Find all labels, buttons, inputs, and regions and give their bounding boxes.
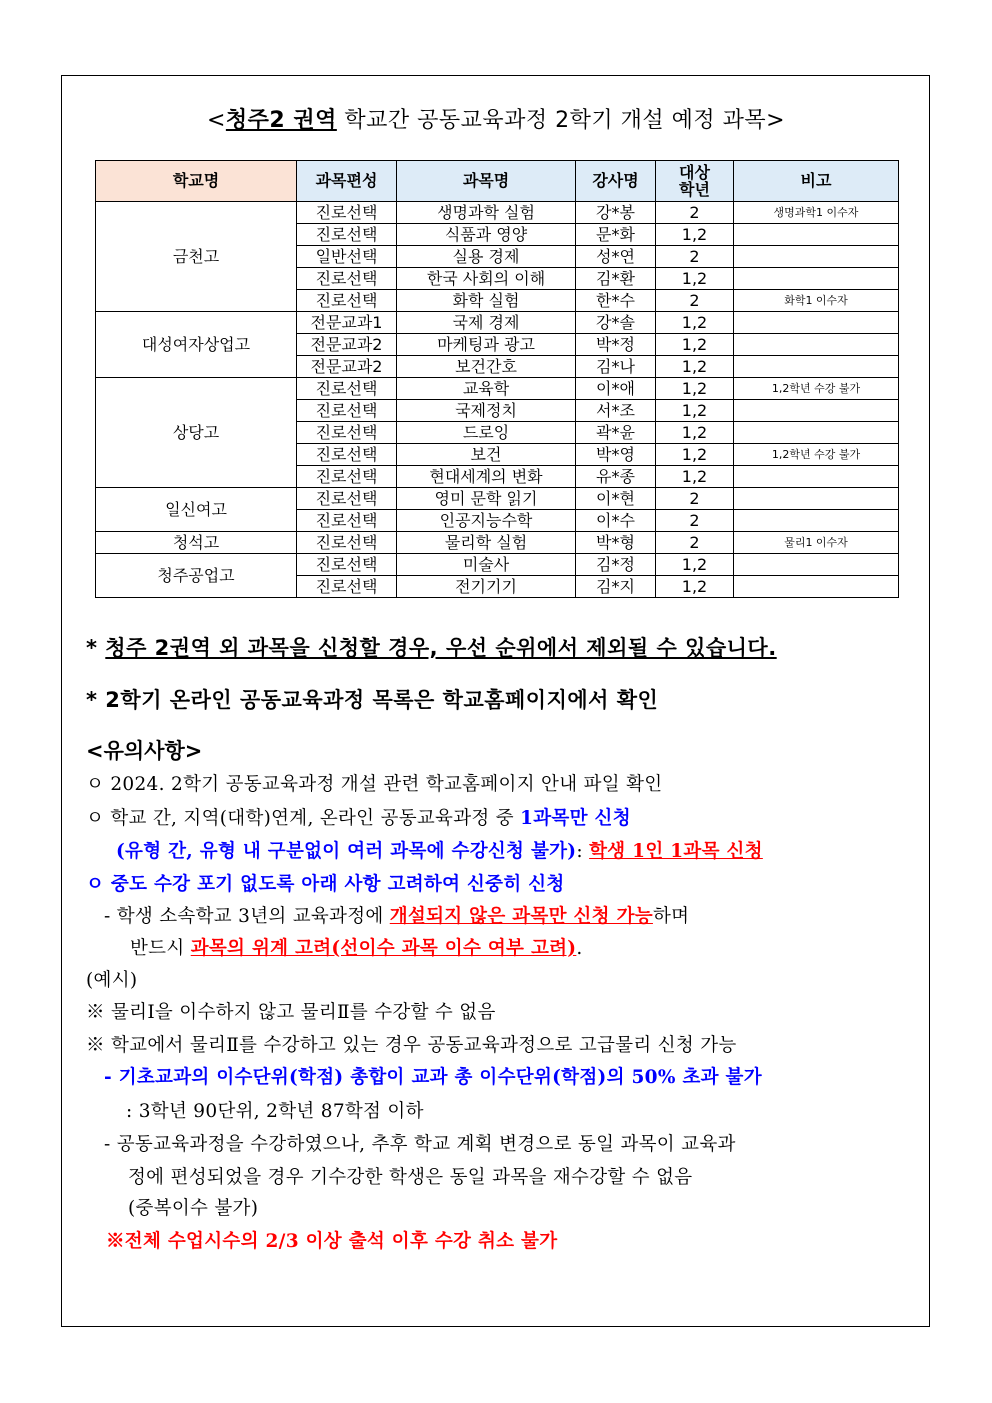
teacher-cell: 박*형 bbox=[576, 532, 656, 554]
grade-cell: 1,2 bbox=[656, 224, 734, 246]
example-2: ※ 학교에서 물리Ⅱ를 수강하고 있는 경우 공동교육과정으로 고급물리 신청 가능 bbox=[86, 1035, 737, 1056]
table-header-row bbox=[96, 161, 899, 202]
teacher-cell: 박*영 bbox=[576, 444, 656, 466]
course-type-cell: 진로선택 bbox=[297, 532, 397, 554]
grade-cell: 2 bbox=[656, 290, 734, 312]
school-name-cell: 상당고 bbox=[96, 378, 297, 488]
title-region: 청주2 권역 bbox=[225, 108, 337, 133]
grade-cell: 1,2 bbox=[656, 268, 734, 290]
table-row bbox=[96, 202, 899, 224]
subject-cell: 미술사 bbox=[397, 554, 576, 576]
subject-cell: 국제정치 bbox=[397, 400, 576, 422]
subject-cell: 드로잉 bbox=[397, 422, 576, 444]
teacher-cell: 김*나 bbox=[576, 356, 656, 378]
school-name-cell: 일신여고 bbox=[96, 488, 297, 532]
grade-cell: 2 bbox=[656, 510, 734, 532]
table-row bbox=[96, 378, 899, 400]
rule-2-line3: (중복이수 불가) bbox=[128, 1198, 259, 1219]
grade-cell: 1,2 bbox=[656, 466, 734, 488]
note-cell bbox=[734, 224, 899, 246]
teacher-cell: 이*현 bbox=[576, 488, 656, 510]
grade-cell: 2 bbox=[656, 202, 734, 224]
note-cell bbox=[734, 268, 899, 290]
grade-cell: 2 bbox=[656, 246, 734, 268]
course-type-cell: 진로선택 bbox=[297, 444, 397, 466]
caution-item-3-emph: 학생 1인 1과목 신청 bbox=[589, 841, 763, 862]
caution-item-6-emph: 과목의 위계 고려(선이수 과목 이수 여부 고려) bbox=[190, 938, 577, 959]
subject-cell: 영미 문학 읽기 bbox=[397, 488, 576, 510]
caution-item-2-emph: 1과목만 신청 bbox=[520, 808, 631, 829]
teacher-cell: 문*화 bbox=[576, 224, 656, 246]
caution-item-3 bbox=[116, 837, 763, 863]
title-rest: 학교간 공동교육과정 2학기 개설 예정 과목> bbox=[336, 108, 786, 133]
note-cell bbox=[734, 554, 899, 576]
note-cell: 1,2학년 수강 불가 bbox=[734, 378, 899, 400]
note-cell: 1,2학년 수강 불가 bbox=[734, 444, 899, 466]
teacher-cell: 강*솔 bbox=[576, 312, 656, 334]
course-type-cell: 일반선택 bbox=[297, 246, 397, 268]
rule-1: - 기초교과의 이수단위(학점) 총합이 교과 총 이수단위(학점)의 50% 초과 불가 bbox=[104, 1067, 762, 1088]
course-type-cell: 진로선택 bbox=[297, 268, 397, 290]
course-type-cell: 진로선택 bbox=[297, 576, 397, 598]
header-grade-line1: 대상 bbox=[679, 163, 710, 182]
teacher-cell: 성*연 bbox=[576, 246, 656, 268]
caution-item-5-tail: 하며 bbox=[652, 906, 690, 927]
notice-exclusion-text: 청주 2권역 외 과목을 신청할 경우, 우선 순위에서 제외될 수 있습니다. bbox=[105, 636, 777, 660]
rule-2-line1: - 공동교육과정을 수강하였으나, 추후 학교 계획 변경으로 동일 과목이 교육과 bbox=[104, 1134, 736, 1155]
note-cell: 물리1 이수자 bbox=[734, 532, 899, 554]
course-table bbox=[95, 160, 899, 598]
note-cell bbox=[734, 576, 899, 598]
caution-item-6-tail: . bbox=[576, 938, 583, 959]
teacher-cell: 유*종 bbox=[576, 466, 656, 488]
school-name-cell: 청주공업고 bbox=[96, 554, 297, 598]
note-cell bbox=[734, 466, 899, 488]
subject-cell: 국제 경제 bbox=[397, 312, 576, 334]
grade-cell: 1,2 bbox=[656, 576, 734, 598]
table-row bbox=[96, 554, 899, 576]
course-type-cell: 진로선택 bbox=[297, 466, 397, 488]
subject-cell: 현대세계의 변화 bbox=[397, 466, 576, 488]
note-cell: 생명과학1 이수자 bbox=[734, 202, 899, 224]
course-type-cell: 진로선택 bbox=[297, 378, 397, 400]
header-school: 학교명 bbox=[96, 161, 297, 202]
teacher-cell: 강*봉 bbox=[576, 202, 656, 224]
caution-item-3-sep: : bbox=[576, 841, 590, 862]
course-type-cell: 진로선택 bbox=[297, 422, 397, 444]
note-cell bbox=[734, 334, 899, 356]
cautions-heading: <유의사항> bbox=[86, 739, 203, 763]
header-teacher: 강사명 bbox=[576, 161, 656, 202]
notice-exclusion bbox=[86, 632, 777, 662]
subject-cell: 마케팅과 광고 bbox=[397, 334, 576, 356]
title-open: < bbox=[206, 108, 226, 133]
subject-cell: 화학 실험 bbox=[397, 290, 576, 312]
header-grade bbox=[656, 161, 734, 202]
table-row bbox=[96, 312, 899, 334]
table-row bbox=[96, 488, 899, 510]
caution-item-5-text: - 학생 소속학교 3년의 교육과정에 bbox=[104, 906, 390, 927]
note-cell bbox=[734, 510, 899, 532]
subject-cell: 한국 사회의 이해 bbox=[397, 268, 576, 290]
note-cell bbox=[734, 400, 899, 422]
grade-cell: 2 bbox=[656, 488, 734, 510]
teacher-cell: 박*정 bbox=[576, 334, 656, 356]
course-type-cell: 진로선택 bbox=[297, 400, 397, 422]
subject-cell: 전기기기 bbox=[397, 576, 576, 598]
school-name-cell: 금천고 bbox=[96, 202, 297, 312]
course-type-cell: 진로선택 bbox=[297, 224, 397, 246]
header-note: 비고 bbox=[734, 161, 899, 202]
teacher-cell: 서*조 bbox=[576, 400, 656, 422]
school-name-cell: 대성여자상업고 bbox=[96, 312, 297, 378]
subject-cell: 인공지능수학 bbox=[397, 510, 576, 532]
note-cell: 화학1 이수자 bbox=[734, 290, 899, 312]
note-cell bbox=[734, 356, 899, 378]
course-type-cell: 전문교과2 bbox=[297, 356, 397, 378]
course-type-cell: 진로선택 bbox=[297, 290, 397, 312]
teacher-cell: 김*지 bbox=[576, 576, 656, 598]
caution-item-4: ㅇ 중도 수강 포기 없도록 아래 사항 고려하여 신중히 신청 bbox=[86, 874, 565, 895]
school-name-cell: 청석고 bbox=[96, 532, 297, 554]
grade-cell: 1,2 bbox=[656, 312, 734, 334]
header-subject: 과목명 bbox=[397, 161, 576, 202]
subject-cell: 보건 bbox=[397, 444, 576, 466]
caution-item-3-text: (유형 간, 유형 내 구분없이 여러 과목에 수강신청 불가) bbox=[116, 841, 577, 862]
grade-cell: 1,2 bbox=[656, 334, 734, 356]
header-grade-line2: 학년 bbox=[679, 180, 710, 199]
teacher-cell: 이*수 bbox=[576, 510, 656, 532]
course-type-cell: 진로선택 bbox=[297, 488, 397, 510]
notice-online: * 2학기 온라인 공동교육과정 목록은 학교홈페이지에서 확인 bbox=[86, 688, 659, 712]
course-type-cell: 진로선택 bbox=[297, 554, 397, 576]
subject-cell: 식품과 영양 bbox=[397, 224, 576, 246]
table-row bbox=[96, 532, 899, 554]
note-cell bbox=[734, 312, 899, 334]
teacher-cell: 곽*윤 bbox=[576, 422, 656, 444]
note-cell bbox=[734, 422, 899, 444]
subject-cell: 물리학 실험 bbox=[397, 532, 576, 554]
caution-item-6-text: 반드시 bbox=[130, 938, 191, 959]
notice-star: * bbox=[86, 636, 106, 660]
subject-cell: 실용 경제 bbox=[397, 246, 576, 268]
example-1: ※ 물리Ⅰ을 이수하지 않고 물리Ⅱ를 수강할 수 없음 bbox=[86, 1002, 496, 1023]
caution-item-1: ㅇ 2024. 2학기 공동교육과정 개설 관련 학교홈페이지 안내 파일 확인 bbox=[86, 774, 663, 795]
course-type-cell: 전문교과2 bbox=[297, 334, 397, 356]
grade-cell: 1,2 bbox=[656, 356, 734, 378]
course-type-cell: 진로선택 bbox=[297, 202, 397, 224]
note-cell bbox=[734, 488, 899, 510]
grade-cell: 1,2 bbox=[656, 444, 734, 466]
caution-item-6 bbox=[130, 934, 583, 960]
subject-cell: 보건간호 bbox=[397, 356, 576, 378]
teacher-cell: 이*애 bbox=[576, 378, 656, 400]
teacher-cell: 김*정 bbox=[576, 554, 656, 576]
grade-cell: 1,2 bbox=[656, 400, 734, 422]
header-type: 과목편성 bbox=[297, 161, 397, 202]
grade-cell: 2 bbox=[656, 532, 734, 554]
rule-2-line2: 정에 편성되었을 경우 기수강한 학생은 동일 과목을 재수강할 수 없음 bbox=[128, 1167, 693, 1188]
caution-item-5 bbox=[104, 902, 689, 928]
example-label: (예시) bbox=[86, 970, 138, 991]
teacher-cell: 한*수 bbox=[576, 290, 656, 312]
caution-item-5-emph: 개설되지 않은 과목만 신청 가능 bbox=[389, 906, 653, 927]
grade-cell: 1,2 bbox=[656, 554, 734, 576]
note-cell bbox=[734, 246, 899, 268]
grade-cell: 1,2 bbox=[656, 422, 734, 444]
caution-item-2 bbox=[86, 804, 631, 830]
rule-1-sub: : 3학년 90단위, 2학년 87학점 이하 bbox=[126, 1101, 424, 1122]
teacher-cell: 김*환 bbox=[576, 268, 656, 290]
subject-cell: 교육학 bbox=[397, 378, 576, 400]
course-type-cell: 진로선택 bbox=[297, 510, 397, 532]
caution-item-2-text: ㅇ 학교 간, 지역(대학)연계, 온라인 공동교육과정 중 bbox=[86, 808, 521, 829]
rule-3: ※전체 수업시수의 2/3 이상 출석 이후 수강 취소 불가 bbox=[106, 1231, 558, 1252]
page-title bbox=[0, 103, 992, 134]
subject-cell: 생명과학 실험 bbox=[397, 202, 576, 224]
course-type-cell: 전문교과1 bbox=[297, 312, 397, 334]
grade-cell: 1,2 bbox=[656, 378, 734, 400]
